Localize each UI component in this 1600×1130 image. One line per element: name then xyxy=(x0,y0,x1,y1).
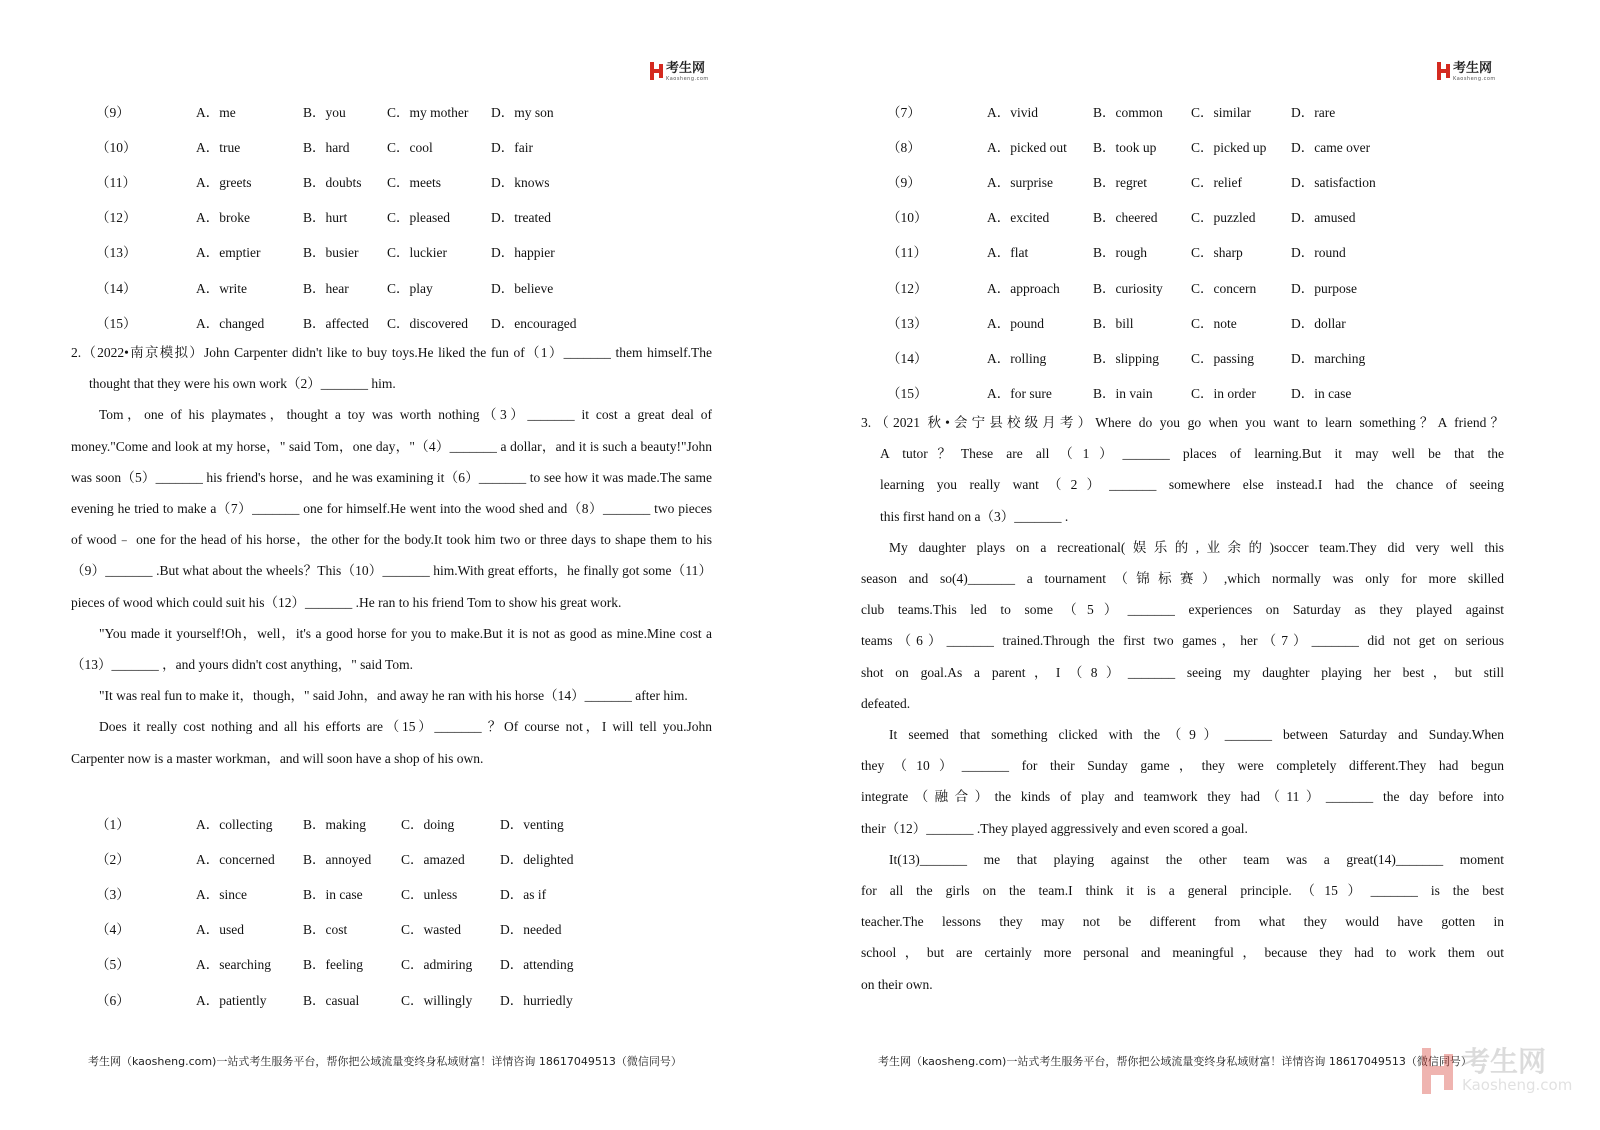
option-number: （9） xyxy=(96,105,130,120)
option-b: B．feeling xyxy=(303,957,363,973)
option-number: （13） xyxy=(96,245,137,261)
option-d: D．fair xyxy=(491,140,533,156)
logo-subtext: Kaosheng.com xyxy=(1453,76,1496,82)
option-c: C．my mother xyxy=(387,105,469,120)
option-a: A．me xyxy=(196,105,236,120)
watermark-mark-icon xyxy=(1422,1048,1456,1094)
option-b: B．busier xyxy=(303,245,359,261)
option-d: D．needed xyxy=(500,922,562,938)
option-a: A．surprise xyxy=(987,175,1053,191)
option-row xyxy=(0,813,800,833)
passage-line: this first hand on a（3）_______ . xyxy=(880,508,1069,524)
option-a: A．broke xyxy=(196,210,250,226)
option-c: C．pleased xyxy=(387,210,450,226)
option-number: （5） xyxy=(96,957,130,973)
passage-line: （13）_______ ，and yours didn't cost anything，" said Tom. xyxy=(71,657,413,673)
option-d: D．amused xyxy=(1291,210,1356,226)
option-d: D．came over xyxy=(1291,140,1371,156)
option-number: （6） xyxy=(96,992,130,1008)
option-row xyxy=(0,883,800,903)
option-c: C．picked up xyxy=(1191,140,1267,156)
option-b: B．regret xyxy=(1093,175,1147,191)
passage-line: club teams.This led to some（5）_______ experiences on Saturday as they played against xyxy=(861,602,1504,618)
option-a: A．changed xyxy=(196,315,265,331)
option-c: C．relief xyxy=(1191,175,1242,191)
passage-line: they（10）_______ for their Sunday game，they were completely different.They had begun xyxy=(861,758,1504,774)
option-row xyxy=(800,171,1600,191)
option-number: （1） xyxy=(96,817,130,832)
option-b: B．cheered xyxy=(1093,210,1158,226)
option-a: A．pound xyxy=(987,315,1044,331)
passage-line: Tom，one of his playmates，thought a toy was worth nothing（3）_______ it cost a great deal of xyxy=(99,407,712,423)
option-a: A．excited xyxy=(987,210,1050,226)
passage-line: defeated. xyxy=(861,695,911,711)
option-number: （9） xyxy=(887,175,921,191)
kaosheng-logo xyxy=(1437,60,1496,82)
option-number: （8） xyxy=(887,140,921,156)
watermark-text: 考生网 xyxy=(1462,1045,1547,1078)
option-d: D．treated xyxy=(491,210,551,226)
option-c: C．admiring xyxy=(401,957,473,973)
passage-line: integrate（融合）the kinds of play and teamwork they had（11）_______ the day before into xyxy=(861,789,1504,805)
passage-line: evening he tried to make a（7）_______ one for himself.He went into the wood shed and（8）_______ two pieces xyxy=(71,501,712,517)
option-b: B．hurt xyxy=(303,210,348,226)
option-number: （13） xyxy=(887,315,928,331)
option-c: C．luckier xyxy=(387,245,447,261)
question-3-passage xyxy=(861,407,1504,1000)
passage-line: teams（6）_______ trained.Through the first two games，her（7）_______ did not get on serious xyxy=(861,633,1504,649)
footer-text: 考生网（kaosheng.com)一站式考生服务平台，帮你把公域流量变终身私域财富！详情咨询 18617049513（微信同号） xyxy=(88,1055,682,1068)
option-row xyxy=(800,206,1600,226)
option-b: B．common xyxy=(1093,105,1163,120)
option-d: D．encouraged xyxy=(491,315,577,331)
option-row xyxy=(800,347,1600,367)
passage-line: pieces of wood which could suit his（12）_______ .He ran to his friend Tom to show his great work. xyxy=(71,594,622,610)
option-a: A．approach xyxy=(987,280,1060,296)
option-row xyxy=(0,312,800,332)
option-row xyxy=(0,171,800,191)
passage-line: Does it really cost nothing and all his efforts are（15）_______ ？Of course not，I will tell you.John xyxy=(99,719,712,735)
option-b: B．took up xyxy=(1093,140,1157,156)
option-a: A．patiently xyxy=(196,992,267,1008)
option-a: A．write xyxy=(196,280,247,296)
option-d: D．my son xyxy=(491,105,554,120)
option-row xyxy=(0,989,800,1009)
logo-text: 考生网 xyxy=(666,61,706,76)
footer-text: 考生网（kaosheng.com)一站式考生服务平台，帮你把公域流量变终身私域财富！详情咨询 18617049513（微信同号） xyxy=(878,1055,1472,1068)
passage-line: "It was real fun to make it，though，" said John，and away he ran with his horse（14）_______ after him. xyxy=(99,688,688,704)
option-b: B．casual xyxy=(303,992,360,1008)
option-c: C．amazed xyxy=(401,852,465,868)
option-number: （15） xyxy=(96,315,137,331)
option-b: B．annoyed xyxy=(303,852,372,868)
option-c: C．concern xyxy=(1191,280,1257,296)
option-c: C．discovered xyxy=(387,315,468,331)
passage-line: It(13)_______ me that playing against the other team was a great(14)_______ moment xyxy=(889,851,1504,867)
option-d: D．attending xyxy=(500,957,574,973)
option-b: B．curiosity xyxy=(1093,280,1163,296)
option-number: （14） xyxy=(887,350,928,366)
option-number: （15） xyxy=(887,385,928,401)
option-row xyxy=(0,953,800,973)
option-d: D．knows xyxy=(491,175,550,191)
option-row xyxy=(800,312,1600,332)
kaosheng-logo xyxy=(650,60,709,82)
option-b: B．in case xyxy=(303,887,363,903)
option-d: D．in case xyxy=(1291,385,1352,401)
option-a: A．true xyxy=(196,140,241,156)
option-row xyxy=(0,101,800,121)
option-row xyxy=(0,241,800,261)
passage-line: （9）_______ .But what about the wheels？This（10）_______ him.With great efforts，he finally got some（11） xyxy=(71,563,712,579)
passage-line: thought that they were his own work（2）_______ him. xyxy=(89,376,396,392)
option-number: （14） xyxy=(96,280,137,296)
option-a: A．emptier xyxy=(196,245,261,261)
passage-line: was soon（5）_______ his friend's horse，and he was examining it（6）_______ to see how it was made.The same xyxy=(71,469,712,485)
option-a: A．searching xyxy=(196,957,271,973)
option-d: D．marching xyxy=(1291,350,1366,366)
option-number: （4） xyxy=(96,922,130,938)
option-number: （2） xyxy=(96,852,130,868)
passage-line: A tutor？These are all（1）_______ places of learning.But it may well be that the xyxy=(880,446,1504,462)
option-row xyxy=(800,101,1600,121)
option-d: D．delighted xyxy=(500,852,574,868)
option-d: D．believe xyxy=(491,280,554,296)
option-c: C．note xyxy=(1191,315,1237,331)
option-b: B．rough xyxy=(1093,245,1147,261)
option-d: D．rare xyxy=(1291,105,1336,120)
option-number: （3） xyxy=(96,887,130,903)
passage-line: Carpenter now is a master workman，and will soon have a shop of his own. xyxy=(71,750,484,766)
passage-line: shot on goal.As a parent，I（8）_______ seeing my daughter playing her best，but still xyxy=(861,664,1504,680)
passage-line: It seemed that something clicked with the（9）_______ between Saturday and Sunday.When xyxy=(889,727,1504,743)
option-b: B．you xyxy=(303,105,346,120)
option-row xyxy=(0,136,800,156)
option-a: A．concerned xyxy=(196,852,275,868)
option-c: C．in order xyxy=(1191,385,1256,401)
passage-line: for all the girls on the team.I think it is a general principle.（15）_______ is the best xyxy=(861,883,1504,899)
option-c: C．wasted xyxy=(401,922,461,938)
option-row xyxy=(0,277,800,297)
right-page xyxy=(800,0,1600,1130)
passage-line: school，but are certainly more personal and meaningful，because they had to work them out xyxy=(861,945,1504,961)
option-b: B．slipping xyxy=(1093,350,1160,366)
option-b: B．affected xyxy=(303,315,369,331)
option-b: B．doubts xyxy=(303,175,362,191)
option-b: B．hear xyxy=(303,280,349,296)
passage-line: learning you really want（2）_______ somewhere else instead.I had the chance of seeing xyxy=(880,477,1504,493)
option-row xyxy=(800,382,1600,402)
option-number: （12） xyxy=(887,280,928,296)
passage-line: their（12）_______ .They played aggressively and even scored a goal. xyxy=(861,820,1248,836)
option-a: A．rolling xyxy=(987,350,1047,366)
logo-mark-icon xyxy=(650,62,664,80)
logo-subtext: Kaosheng.com xyxy=(666,76,709,82)
option-d: D．satisfaction xyxy=(1291,175,1376,191)
option-a: A．greets xyxy=(196,175,252,191)
option-b: B．cost xyxy=(303,922,348,938)
option-row xyxy=(800,136,1600,156)
option-a: A．collecting xyxy=(196,817,273,832)
passage-line: on their own. xyxy=(861,976,933,992)
option-c: C．play xyxy=(387,280,433,296)
option-c: C．cool xyxy=(387,140,433,156)
option-a: A．vivid xyxy=(987,105,1039,120)
option-row xyxy=(800,277,1600,297)
option-a: A．used xyxy=(196,922,244,938)
option-c: C．meets xyxy=(387,175,441,191)
option-a: A．for sure xyxy=(987,385,1052,401)
option-d: D．dollar xyxy=(1291,315,1346,331)
option-b: B．in vain xyxy=(1093,385,1153,401)
logo-text: 考生网 xyxy=(1453,61,1493,76)
option-d: D．happier xyxy=(491,245,555,261)
watermark-subtext: Kaosheng.com xyxy=(1462,1076,1573,1094)
option-number: （7） xyxy=(887,105,921,120)
option-b: B．bill xyxy=(1093,315,1134,331)
passage-line: money."Come and look at my horse，" said Tom，one day，"（4）_______ a dollar，and it is such a beauty!"John xyxy=(71,438,712,454)
option-number: （10） xyxy=(887,210,928,226)
option-row xyxy=(0,848,800,868)
passage-line: "You made it yourself!Oh，well，it's a good horse for you to make.But it is not as good as mine.Mine cost a xyxy=(99,625,712,641)
option-number: （10） xyxy=(96,140,137,156)
passage-line: My daughter plays on a recreational(娱乐的,业余的)soccer team.They did very well this xyxy=(889,539,1504,555)
option-row xyxy=(0,206,800,226)
option-d: D．purpose xyxy=(1291,280,1357,296)
watermark-logo xyxy=(1422,1045,1573,1094)
option-b: B．making xyxy=(303,817,366,832)
option-b: B．hard xyxy=(303,140,350,156)
option-c: C．unless xyxy=(401,887,458,903)
passage-line: of wood﹣ one for the head of his horse，the other for the body.It took him two or three days to shape them to his xyxy=(71,532,712,548)
option-c: C．sharp xyxy=(1191,245,1243,261)
option-a: A．flat xyxy=(987,245,1029,261)
option-c: C．similar xyxy=(1191,105,1251,120)
question-2-passage xyxy=(71,337,712,774)
option-c: C．puzzled xyxy=(1191,210,1256,226)
passage-line: 3.（2021 秋•会宁县校级月考）Where do you go when you want to learn something？A friend？ xyxy=(861,415,1504,430)
option-number: （12） xyxy=(96,210,137,226)
option-a: A．since xyxy=(196,887,247,903)
passage-line: season and so(4)_______ a tournament（锦标赛）,which normally was only for more skilled xyxy=(861,571,1504,587)
option-number: （11） xyxy=(96,175,136,191)
option-c: C．doing xyxy=(401,817,455,832)
option-c: C．willingly xyxy=(401,992,473,1008)
option-row xyxy=(800,241,1600,261)
option-number: （11） xyxy=(887,245,927,261)
option-c: C．passing xyxy=(1191,350,1255,366)
passage-line: 2.（2022•南京模拟）John Carpenter didn't like to buy toys.He liked the fun of（1）_______ them himself.The xyxy=(71,345,712,360)
option-d: D．as if xyxy=(500,887,547,903)
option-d: D．hurriedly xyxy=(500,992,573,1008)
passage-line: teacher.The lessons they may not be different from what they would have gotten in xyxy=(861,914,1504,930)
option-d: D．round xyxy=(1291,245,1346,261)
logo-mark-icon xyxy=(1437,62,1451,80)
option-d: D．venting xyxy=(500,817,564,832)
option-a: A．picked out xyxy=(987,140,1067,156)
option-row xyxy=(0,918,800,938)
